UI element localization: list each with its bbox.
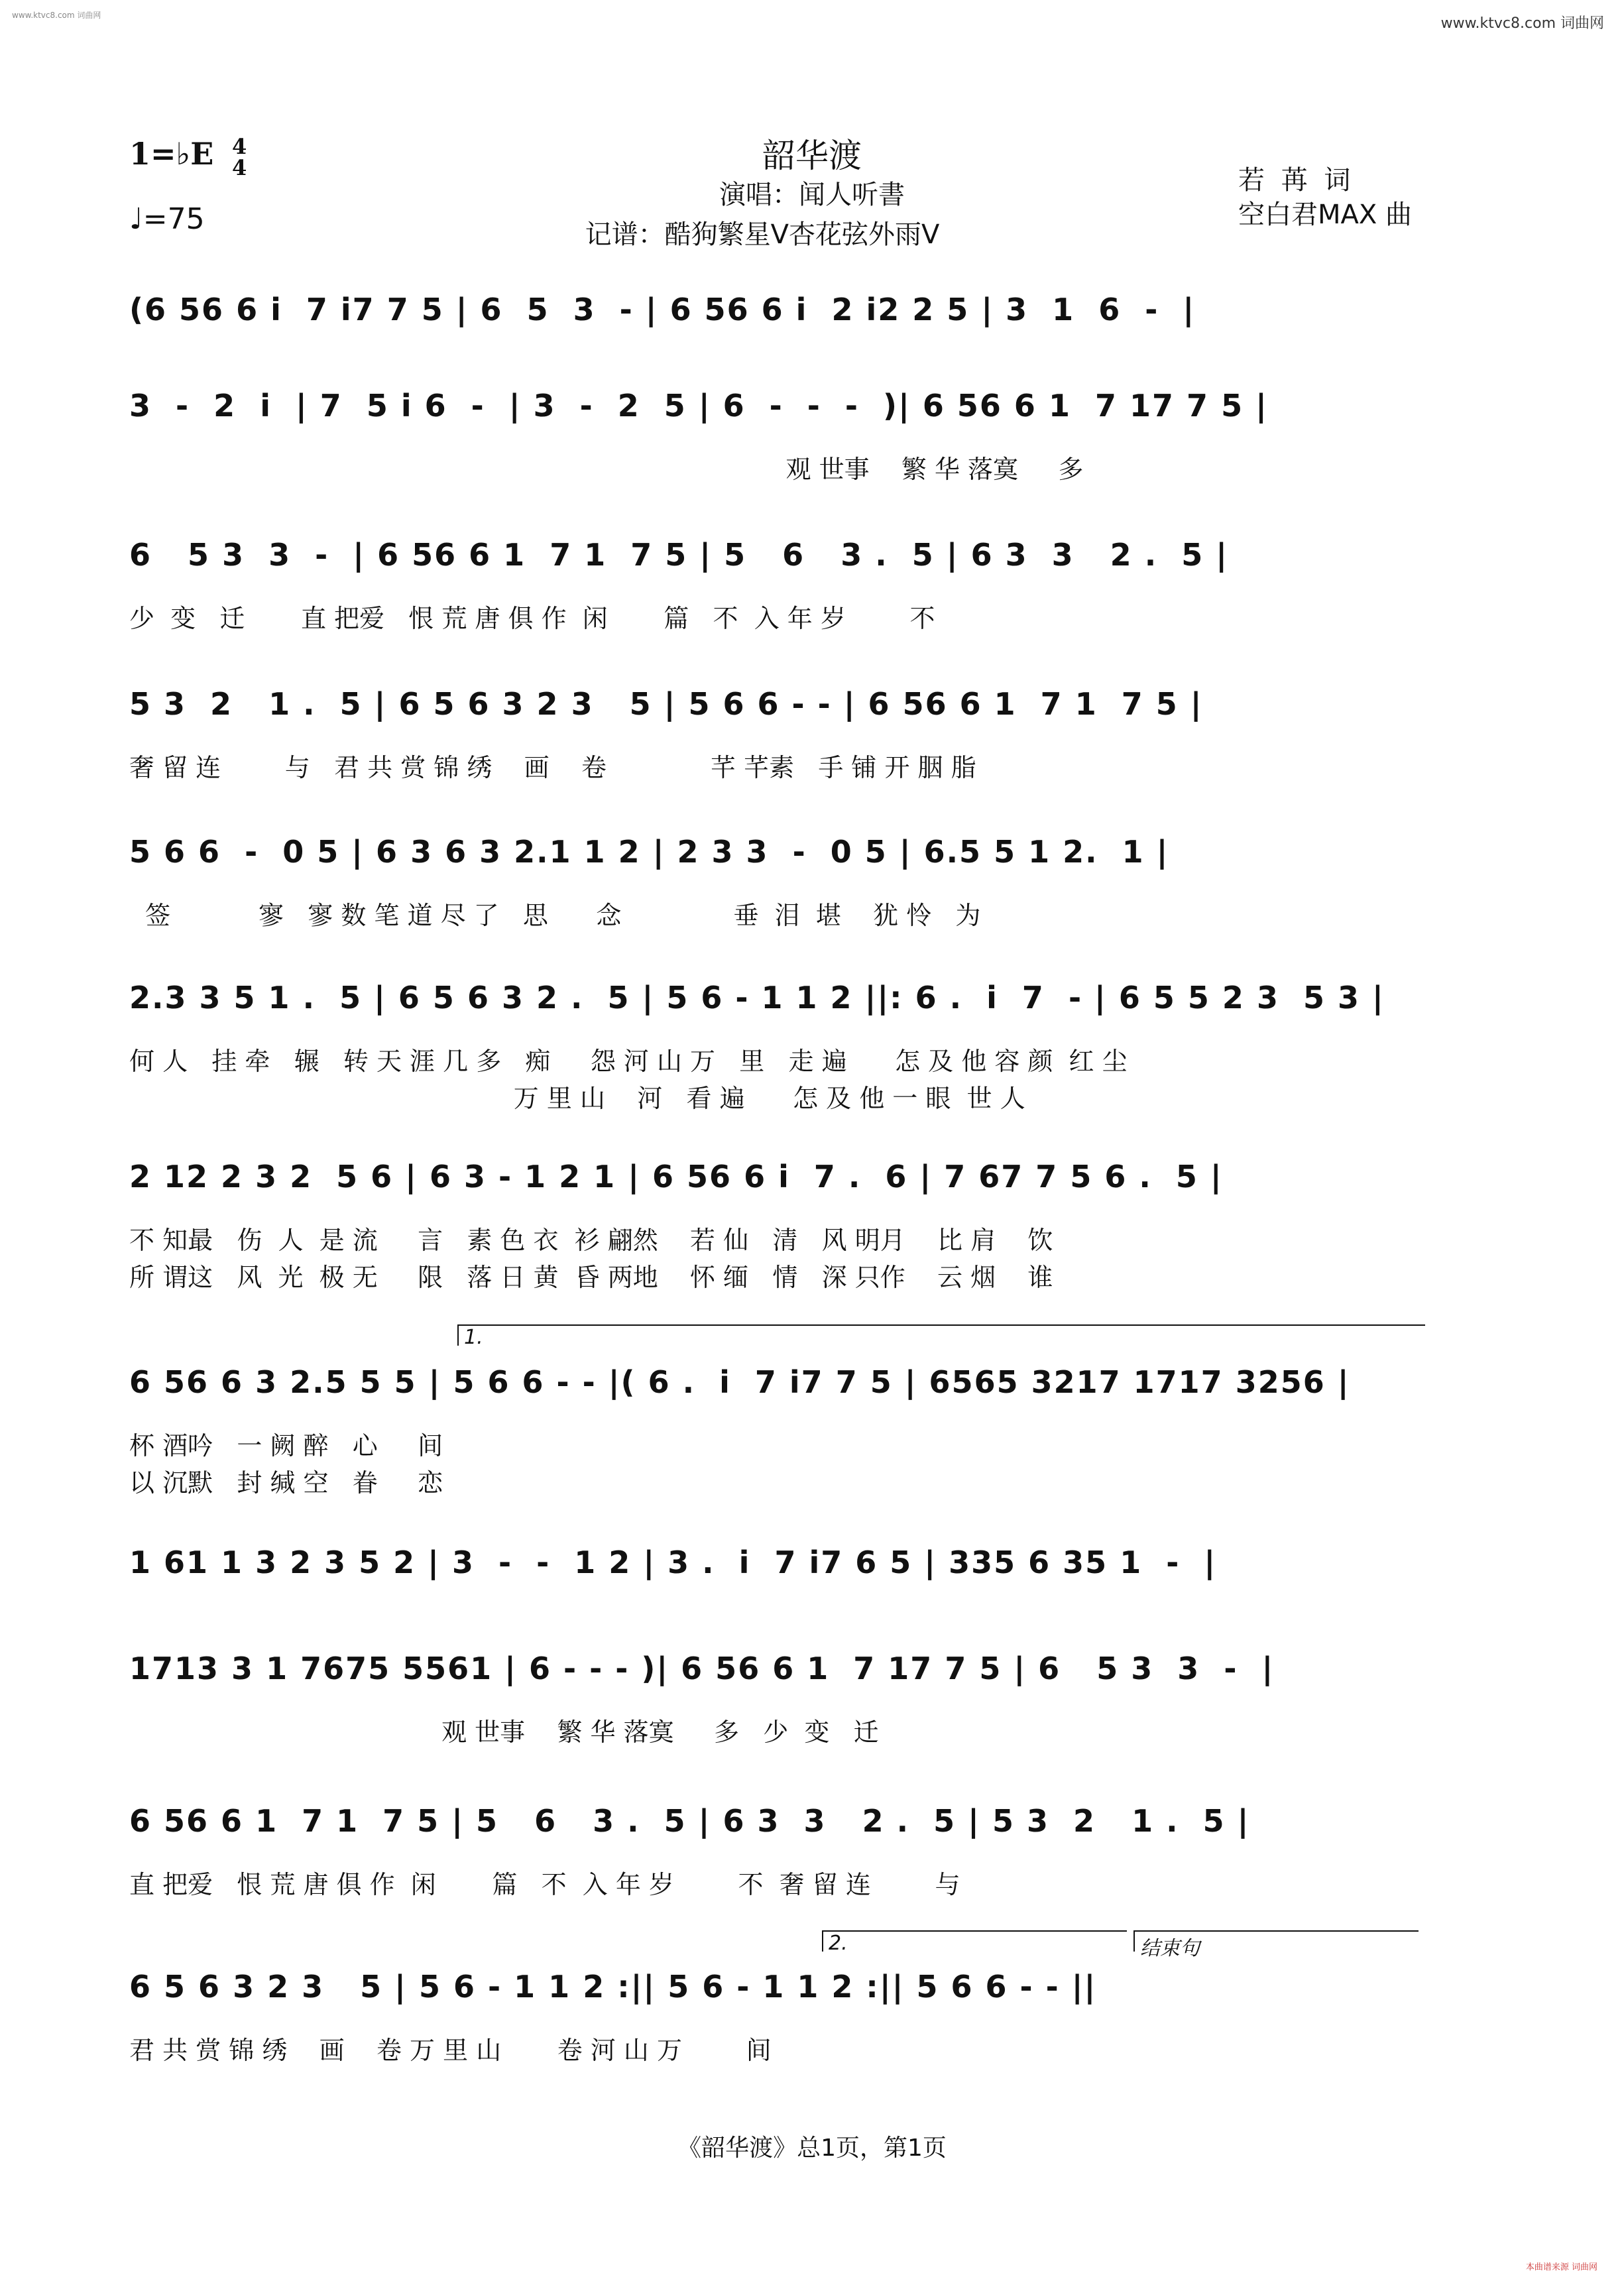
row-lyrics-verse2: 所 谓这 风 光 极 无 限 落 日 黄 昏 两地 怀 缅 情 深 只作 云 烟 谁: [129, 1263, 1053, 1292]
row-notes: 6 5 6 3 2 3 5 | 5 6 - 1 1 2 :|| 5 6 - 1 1 2 :|| 5 6 6 - - ||: [129, 1969, 1097, 2005]
singer-credit: 演唱：闻人听書: [719, 180, 905, 210]
key-signature: 1=♭E: [129, 136, 214, 172]
left-margin-watermark: [7, 0, 27, 2283]
composer-credit: 空白君MAX 曲: [1238, 200, 1412, 230]
lyricist-credit: 若 苒 词: [1238, 165, 1355, 196]
row-notes: 6 56 6 1 7 1 7 5 | 5 6 3 . 5 | 6 3 3 2 . 5 | 5 3 2 1 . 5 |: [129, 1803, 1250, 1839]
row-notes: 1713 3 1 7675 5561 | 6 - - - )| 6 56 6 1 7 17 7 5 | 6 5 3 3 - |: [129, 1651, 1275, 1686]
row-notes: 3 - 2 i | 7 5 i 6 - | 3 - 2 5 | 6 - - - )| 6 56 6 1 7 17 7 5 |: [129, 388, 1268, 424]
volta-first-ending: 1.: [457, 1324, 1425, 1346]
row-notes: 2.3 3 5 1 . 5 | 6 5 6 3 2 . 5 | 5 6 - 1 1 2 ||: 6 . i 7 - | 6 5 5 2 3 5 3 |: [129, 980, 1385, 1016]
row-notes: 6 5 3 3 - | 6 56 6 1 7 1 7 5 | 5 6 3 . 5 | 6 3 3 2 . 5 |: [129, 537, 1229, 573]
watermark-bottom-right: 本曲谱来源 词曲网: [1525, 2262, 1597, 2272]
row-lyrics: 观 世事 繁 华 落寞 多 少 变 迁: [129, 1718, 879, 1747]
right-margin-watermark: [1597, 0, 1617, 2283]
volta-second-ending: 2.: [822, 1930, 1127, 1952]
row-notes: 6 56 6 3 2.5 5 5 | 5 6 6 - - |( 6 . i 7 i7 7 5 | 6565 3217 1717 3256 |: [129, 1364, 1350, 1400]
row-notes: 5 6 6 - 0 5 | 6 3 6 3 2.1 1 2 | 2 3 3 - 0 5 | 6.5 5 1 2. 1 |: [129, 834, 1169, 870]
row-lyrics: 君 共 赏 锦 绣 画 卷 万 里 山 卷 河 山 万 间: [129, 2036, 772, 2065]
volta-coda: 结束句: [1133, 1930, 1419, 1952]
meter-top: 4: [232, 134, 247, 159]
row-lyrics: 观 世事 繁 华 落寞 多: [129, 455, 1084, 484]
row-lyrics-verse2: 万 里 山 河 看 遍 怎 及 他 一 眼 世 人: [129, 1084, 1025, 1113]
row-notes: (6 56 6 i 7 i7 7 5 | 6 5 3 - | 6 56 6 i 2 i2 2 5 | 3 1 6 - |: [129, 292, 1196, 327]
row-lyrics: 奢 留 连 与 君 共 赏 锦 绣 画 卷 芊 芊素 手 铺 开 胭 脂: [129, 753, 976, 782]
row-lyrics: 签 寥 寥 数 笔 道 尽 了 思 念 垂 泪 堪 犹 怜 为: [129, 901, 981, 930]
page-footer: 《韶华渡》总1页，第1页: [677, 2135, 947, 2162]
row-notes: 1 61 1 3 2 3 5 2 | 3 - - 1 2 | 3 . i 7 i7 6 5 | 335 6 35 1 - |: [129, 1545, 1217, 1580]
transcriber-credit: 记谱：酷狗繁星V杏花弦外雨V: [585, 219, 940, 250]
row-lyrics: 何 人 挂 牵 辗 转 天 涯 几 多 痴 怨 河 山 万 里 走 遍 怎 及 他 容 颜 红 尘: [129, 1047, 1128, 1076]
row-notes: 5 3 2 1 . 5 | 6 5 6 3 2 3 5 | 5 6 6 - - | 6 56 6 1 7 1 7 5 |: [129, 686, 1203, 722]
row-lyrics-verse2: 以 沉默 封 缄 空 眷 恋: [129, 1468, 443, 1497]
meter-bottom: 4: [232, 155, 247, 180]
song-title: 韶华渡: [762, 137, 862, 175]
row-lyrics: 少 变 迁 直 把爱 恨 荒 唐 俱 作 闲 篇 不 入 年 岁 不: [129, 604, 935, 633]
row-lyrics: 杯 酒吟 一 阙 醉 心 间: [129, 1431, 443, 1460]
tempo-marking: ♩=75: [129, 202, 205, 236]
watermark-top-left: www.ktvc8.com 词曲网: [12, 11, 101, 20]
watermark-top-right: www.ktvc8.com 词曲网: [1440, 15, 1604, 32]
row-notes: 2 12 2 3 2 5 6 | 6 3 - 1 2 1 | 6 56 6 i 7 . 6 | 7 67 7 5 6 . 5 |: [129, 1159, 1223, 1195]
row-lyrics: 直 把爱 恨 荒 唐 俱 作 闲 篇 不 入 年 岁 不 奢 留 连 与: [129, 1870, 960, 1899]
row-lyrics: 不 知最 伤 人 是 流 言 素 色 衣 衫 翩然 若 仙 清 风 明月 比 肩 饮: [129, 1226, 1053, 1255]
